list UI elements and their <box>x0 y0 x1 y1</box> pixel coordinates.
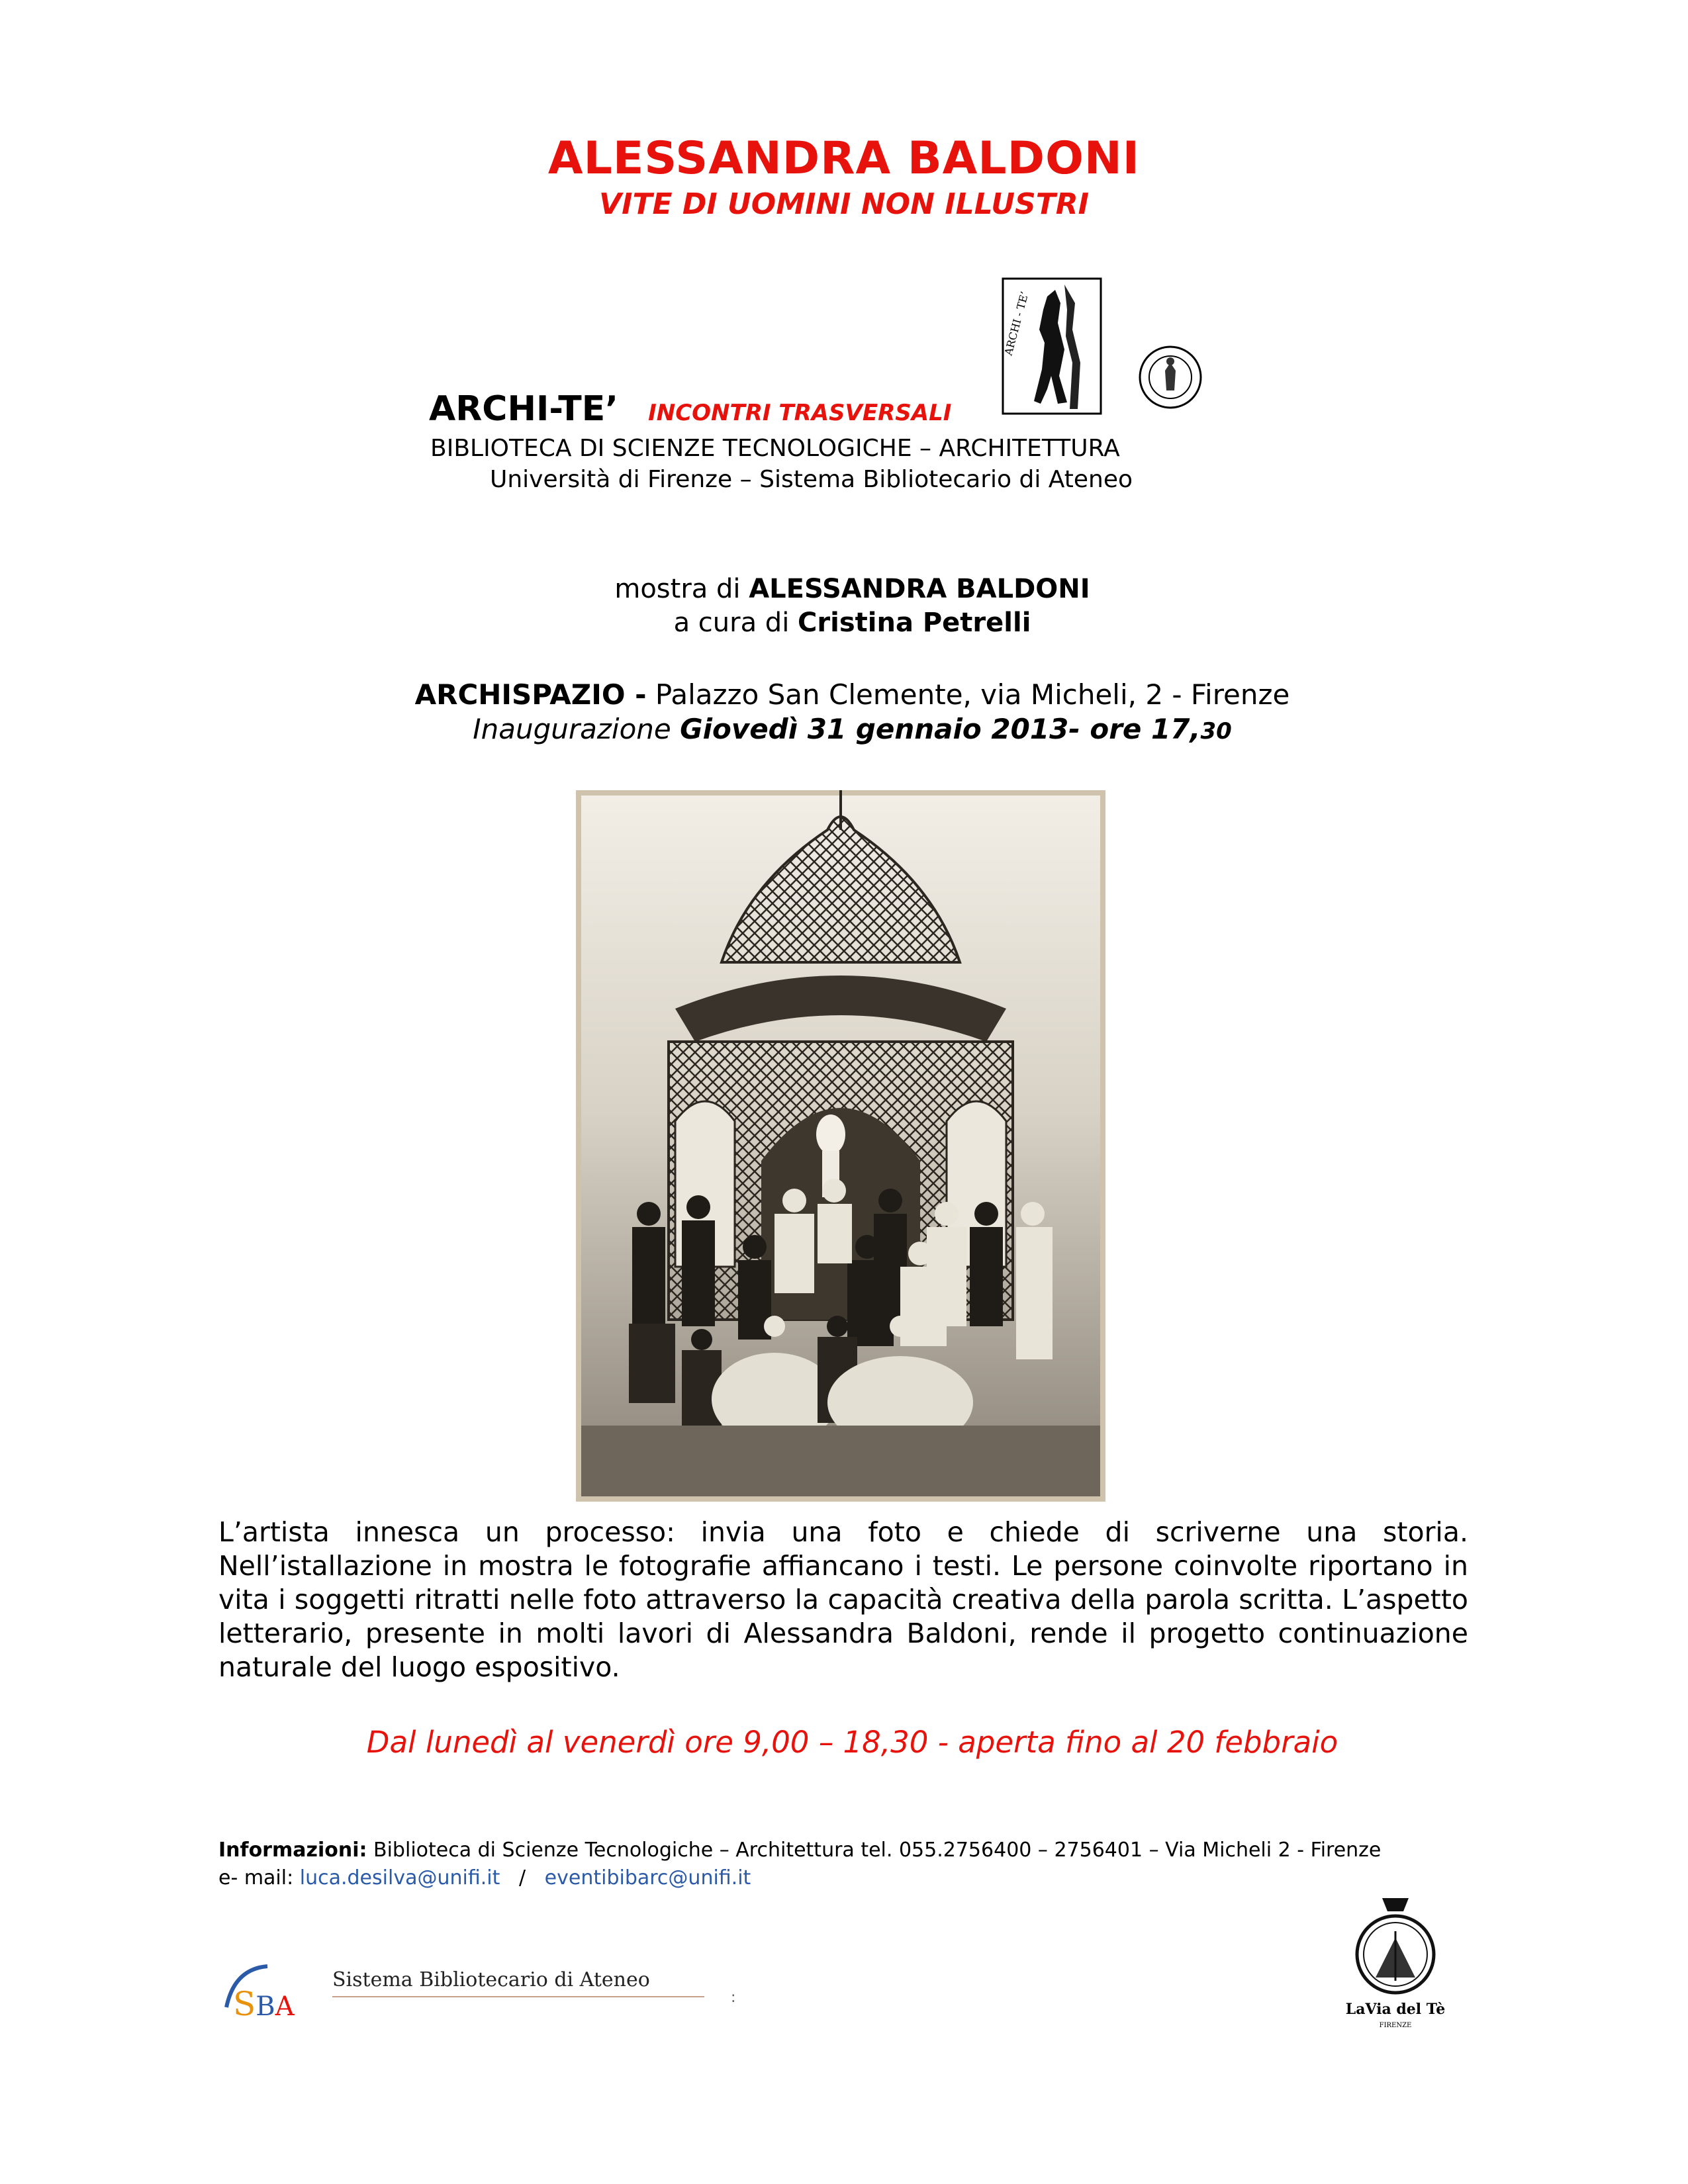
university-seal-icon <box>1137 344 1203 410</box>
artist-prefix: mostra di <box>614 574 749 604</box>
organizer-heading <box>429 389 951 429</box>
contact-info <box>218 1837 1381 1892</box>
venue-name: ARCHISPAZIO - <box>414 678 647 711</box>
university-name: Università di Firenze – Sistema Bibliotecario di Ateneo <box>490 466 1133 493</box>
sba-logo <box>221 1956 737 2022</box>
info-text: Biblioteca di Scienze Tecnologiche – Architettura tel. 055.2756400 – 2756401 – Via Micheli 2 - Firenze <box>367 1839 1382 1862</box>
la-via-del-te-logo <box>1336 1885 1455 2050</box>
svg-text::: : <box>731 1989 736 2006</box>
via-te-name: LaVia del Tè <box>1345 2001 1446 2018</box>
exhibition-subtitle: VITE DI UOMINI NON ILLUSTRI <box>599 187 1089 221</box>
sba-text: Sistema Bibliotecario di Ateneo <box>332 1968 650 1991</box>
info-line <box>218 1837 1381 1864</box>
sba-letters: SBA <box>233 1985 295 2022</box>
inauguration-date: Giovedì 31 gennaio 2013- ore 17, <box>680 713 1201 745</box>
email-link-2[interactable]: eventibibarc@unifi.it <box>544 1866 751 1889</box>
email-prefix: e- mail: <box>218 1866 300 1889</box>
organizer-tagline: INCONTRI TRASVERSALI <box>648 400 952 426</box>
venue-address: Palazzo San Clemente, via Micheli, 2 - Firenze <box>646 678 1290 711</box>
curator-name: Cristina Petrelli <box>798 608 1031 638</box>
venue-line <box>0 678 1688 711</box>
artist-line <box>0 574 1688 604</box>
exhibition-title: ALESSANDRA BALDONI <box>547 132 1141 185</box>
library-name: BIBLIOTECA DI SCIENZE TECNOLOGICHE – ARCHITETTURA <box>430 435 1120 462</box>
curator-prefix: a cura di <box>673 608 798 638</box>
opening-hours: Dal lunedì al venerdì ore 9,00 – 18,30 - aperta fino al 20 febbraio <box>366 1725 1338 1760</box>
archi-te-logo <box>1001 277 1103 416</box>
svg-text:ARCHI - TE’: ARCHI - TE’ <box>1002 290 1031 357</box>
email-link-1[interactable]: luca.desilva@unifi.it <box>299 1866 500 1889</box>
inauguration-prefix: Inaugurazione <box>473 713 680 745</box>
vintage-group-photo <box>576 790 1105 1502</box>
info-label: Informazioni: <box>218 1839 367 1862</box>
email-line <box>218 1864 1381 1892</box>
curator-line <box>0 608 1688 638</box>
inauguration-minutes: 30 <box>1200 718 1232 745</box>
email-separator: / <box>500 1866 545 1889</box>
artist-name: ALESSANDRA BALDONI <box>749 574 1090 604</box>
via-te-city: FIRENZE <box>1379 2022 1412 2029</box>
organizer-name: ARCHI-TE’ <box>429 389 618 429</box>
inauguration-line <box>0 713 1688 745</box>
exhibition-description: L’artista innesca un processo: invia una foto e chiede di scriverne una storia. Nell’istallazione in mostra le fotografie affiancano i testi. Le persone coinvolte riportano in vita i soggetti ritratti nelle foto attraverso la capacità creativa della parola scritta. L’aspetto letterario, presente in molti lavori di Alessandra Baldoni, rende il progetto continuazione naturale del luogo espositivo. <box>218 1516 1468 1683</box>
